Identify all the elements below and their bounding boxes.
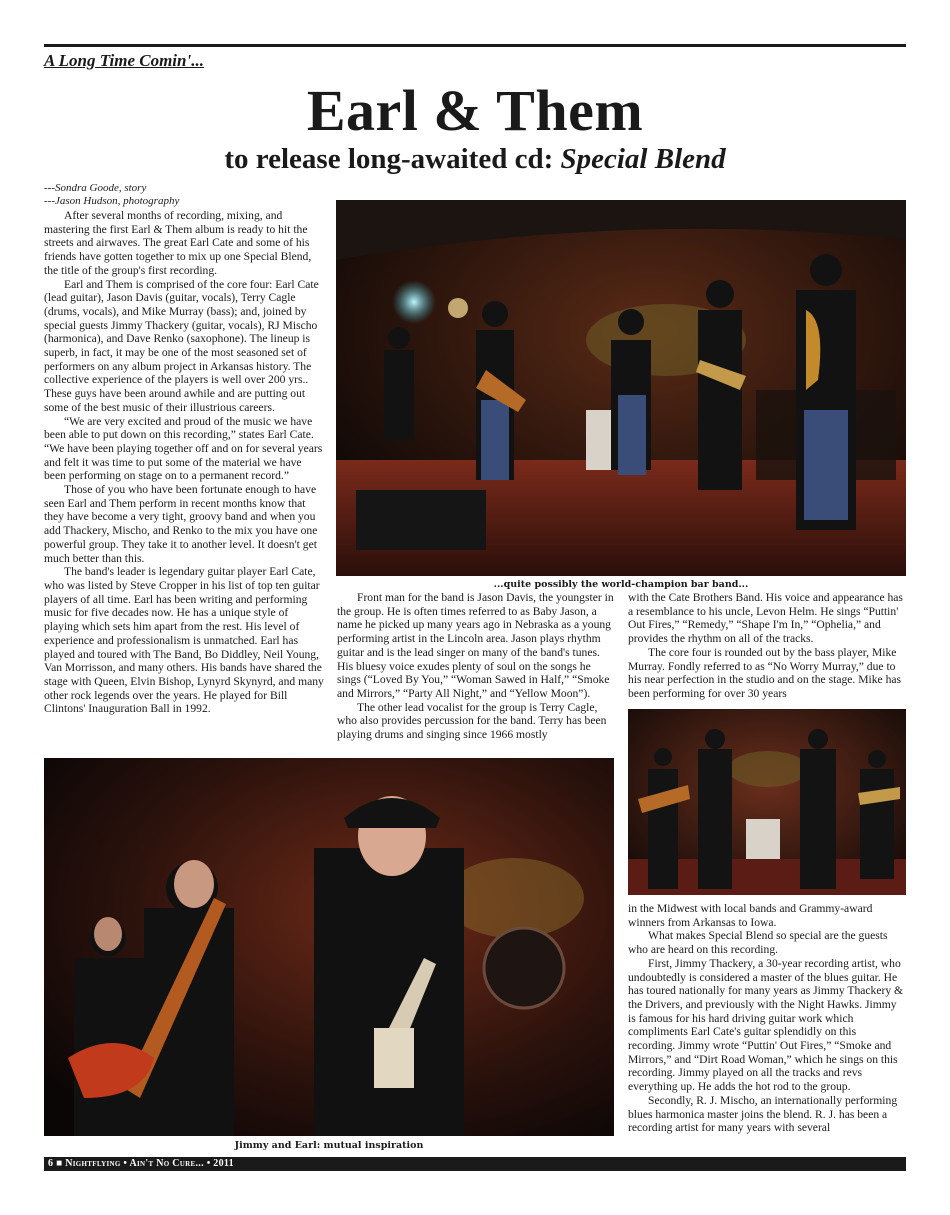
paragraph: Front man for the band is Jason Davis, the youngster in the group. He is often times referred to as Baby Jason, a name he picked up many years ago in Nebraska as a young performing artist in the Lincoln area. Jason plays rhythm guitar and is the lead singer on many of the band's tunes. His bluesy voice exudes plenty of soul on the songs he sings (“Loved By You,” “Woman Sawed in Half,” “Smoke and Mirrors,” “Party All Night,” and “Yellow Moon”). xyxy=(337,591,614,700)
paragraph: Earl and Them is comprised of the core four: Earl Cate (lead guitar), Jason Davis (guitar, vocals), Terry Cagle (drums, vocals), and Mike Murray (bass); and, joined by special guests Jimmy Thackery (guitar, vocals), RJ Mischo (harmonica), and Dave Renko (saxophone). The lineup is superb, in fact, it may be one of the most seasoned set of performers on any album project in Arkansas history. The collective experience of the players is well over 200 yrs.. These guys have been around awhile and are putting out some of the best music of their illustrious careers. xyxy=(44,277,319,414)
subheadline-text: to release long-awaited cd: xyxy=(224,143,561,175)
text-column-right-bottom xyxy=(628,902,906,1135)
album-title: Special Blend xyxy=(560,143,726,175)
paragraph: with the Cate Brothers Band. His voice and appearance has a resemblance to his uncle, Levon Helm. He sings “Puttin' Out Fires,” “Remedy,” “Shape I'm In,” “Ophelia,” and provides the rhythm on all of the tracks. xyxy=(628,591,903,646)
text-column-right-top xyxy=(628,591,906,701)
paragraph: After several months of recording, mixing, and mastering the first Earl & Them album is ready to hit the streets and airwaves. The great Earl Cate and some of his friends have gotten together to mix up one Special Blend, the title of the group's first recording. xyxy=(44,209,312,277)
paragraph: The core four is rounded out by the bass player, Mike Murray. Fondly referred to as “No Worry Murray,” due to his near perfection in the studio and on the stage. Mike has been performing for over 30 years xyxy=(628,645,902,700)
text-column-left xyxy=(44,209,324,716)
jimmy-and-earl-photo-art xyxy=(44,758,614,1136)
jimmy-and-earl-photo xyxy=(44,758,614,1136)
main-photo-caption: ...quite possibly the world-champion bar band... xyxy=(493,579,749,590)
text-column-middle xyxy=(337,591,617,742)
article-headline: Earl & Them xyxy=(306,78,644,143)
byline xyxy=(44,182,179,208)
paragraph: “We are very excited and proud of the music we have been able to put down on this recording,” states Earl Cate. “We have been playing together off and on for several years and felt it was time to put some of the material we have been performing on stage on to a permanent record.” xyxy=(44,414,323,483)
band-stage-photo xyxy=(336,200,906,576)
top-rule xyxy=(44,44,906,47)
footer-folio: 6 ■ Nightflying • Ain't No Cure... • 2011 xyxy=(48,1158,234,1169)
paragraph: Those of you who have been fortunate enough to have seen Earl and Them perform in recent months know that they have become a very tight, groovy band and when you add Thackery, Mischo, and Renko to the mix you have one powerful group. They take it to another level. It doesn't get much better than this. xyxy=(44,483,318,565)
section-kicker: A Long Time Comin'... xyxy=(44,51,204,70)
small-band-photo-art xyxy=(628,709,906,895)
paragraph: Secondly, R. J. Mischo, an internationally performing blues harmonica master joins the blend. R. J. has been a recording artist for many years with several xyxy=(628,1093,898,1135)
paragraph: The other lead vocalist for the group is Terry Cagle, who also provides percussion for the band. Terry has been playing drums and singing since 1966 mostly xyxy=(337,700,607,742)
article-subheadline xyxy=(0,142,950,176)
small-band-photo xyxy=(628,709,906,895)
paragraph: What makes Special Blend so special are the guests who are heard on this recording. xyxy=(628,929,888,957)
story-credit: ---Sondra Goode, story xyxy=(44,182,147,194)
paragraph: The band's leader is legendary guitar player Earl Cate, who was listed by Steve Cropper in his list of top ten guitar players of all time. Earl has been writing and performing music for five decades now. He has a unique style of playing which sets him apart from the rest. His level of experience and professionalism is unmatched. Earl has played and toured with The Band, Bo Diddley, Neil Young, Van Morrisson, and many others. His bands have shared the stage with Queen, Elvin Bishop, Lynyrd Skynyrd, and many other rock legends over the years. He played for Bill Clintons' Inauguration Ball in 1992. xyxy=(44,565,324,716)
paragraph: First, Jimmy Thackery, a 30-year recording artist, who undoubtedly is considered a master of the blues guitar. He has toured nationally for many years as Jimmy Thackery & the Drivers, and previously with the Night Hawks. Jimmy is famous for his hard driving guitar work which compliments Earl Cate's guitar splendidly on this recording. Jimmy wrote “Puttin' Out Fires,” “Smoke and Mirrors,” and “Dirt Road Woman,” which he sings on this recording. Jimmy played on all the tracks and revs everything up. He adds the hot rod to the group. xyxy=(628,956,904,1094)
photo-credit: ---Jason Hudson, photography xyxy=(44,195,180,207)
paragraph: in the Midwest with local bands and Grammy-award winners from Arkansas to Iowa. xyxy=(628,902,873,929)
band-stage-photo-art xyxy=(336,200,906,576)
large-photo-caption: Jimmy and Earl: mutual inspiration xyxy=(234,1140,424,1151)
